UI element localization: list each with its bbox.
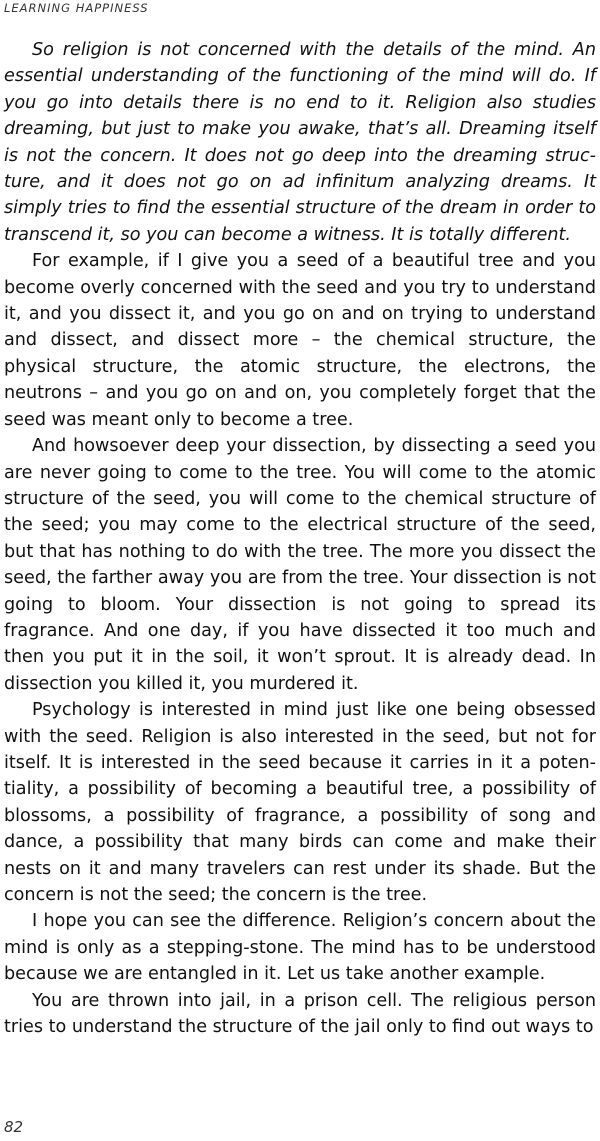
running-header: LEARNING HAPPINESS bbox=[4, 1, 149, 15]
paragraph: You are thrown into jail, in a prison cell. The religious person tries to understand the structure of the jail only to find out ways to bbox=[4, 990, 596, 1038]
body-text bbox=[4, 37, 596, 1040]
paragraph: For example, if I give you a seed of a beautiful tree and you become overly concerned with the seed and you try to understand it, and you dissect it, and you go on and on trying to understand and dissect, and dissect more – the chemical structure, the physical structure, the atomic structure, the electrons, the neutrons – and you go on and on, you completely forget that the seed was meant only to become a tree. bbox=[4, 251, 596, 430]
page-number: 82 bbox=[4, 1118, 24, 1136]
paragraph: I hope you can see the difference. Religion’s concern about the mind is only as a stepping-stone. The mind has to be understood because we are entangled in it. Let us take another example. bbox=[4, 911, 596, 985]
paragraph: So religion is not concerned with the details of the mind. An essential understanding of the functioning of the mind will do. If you go into details there is no end to it. Religion also studies dreaming, but just to make you awake, that’s all. Dreaming itself is not the concern. It does not go deep into the dreaming structure, and it does not go on ad infinitum analyzing dreams. It simply tries to find the essential structure of the dream in order to transcend it, so you can become a witness. It is totally different. bbox=[4, 40, 596, 245]
paragraph: And howsoever deep your dissection, by dissecting a seed you are never going to come to the tree. You will come to the atomic structure of the seed, you will come to the chemical structure of the seed; you may come to the electrical structure of the seed, but that has nothing to do with the tree. The more you dissect the seed, the farther away you are from the tree. Your dissection is not going to bloom. Your dissection is not going to spread its fragrance. And one day, if you have dissected it too much and then you put it in the soil, it won’t sprout. It is already dead. In dissection you killed it, you murdered it. bbox=[4, 436, 596, 694]
paragraph: Psychology is interested in mind just like one being obsessed with the seed. Religion is also interested in the seed, but not for itself. It is interested in the seed because it carries in it a potentiality, a possibility of becoming a beautiful tree, a possibility of blossoms, a possibility of fragrance, a possibility of song and dance, a possibility that many birds can come and make their nests on it and many travelers can rest under its shade. But the concern is not the seed; the concern is the tree. bbox=[4, 700, 596, 905]
